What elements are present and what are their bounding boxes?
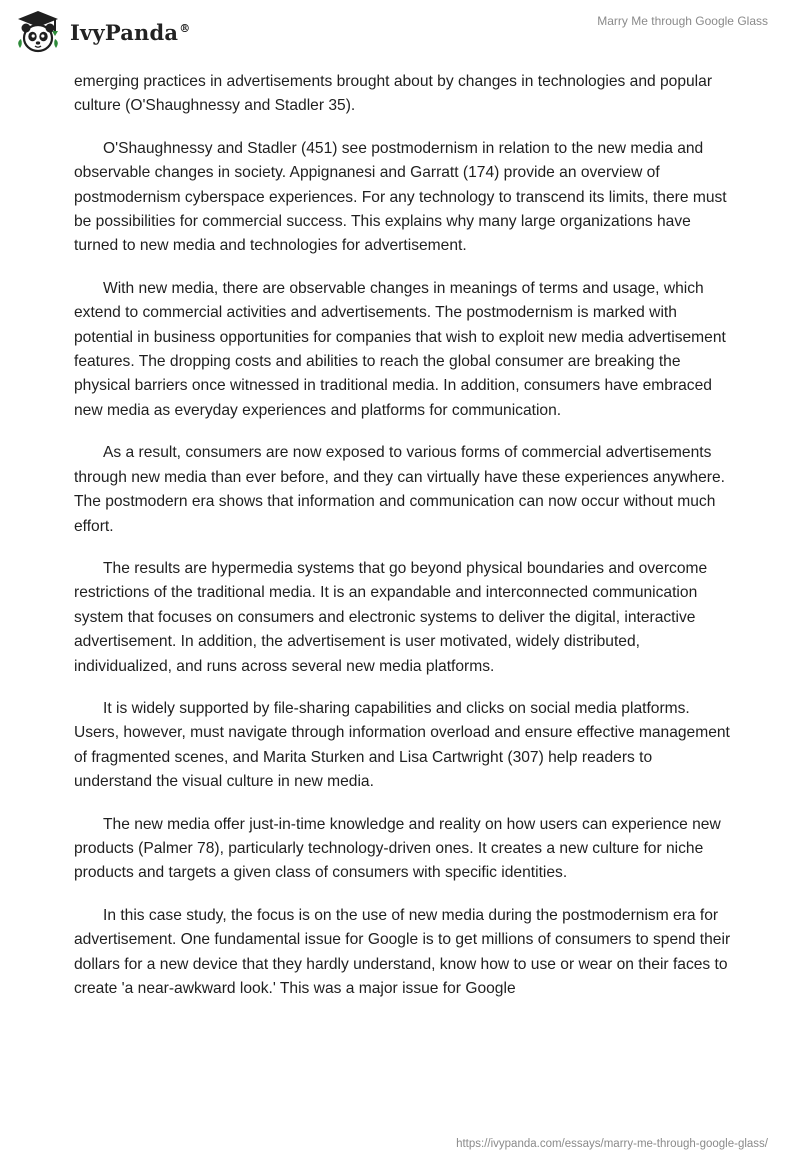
essay-body	[74, 70, 734, 1019]
panda-logo-icon	[14, 8, 62, 56]
paragraph: The new media offer just-in-time knowledge and reality on how users can experience new products (Palmer 78), particularly technology-driven ones. It creates a new culture for niche products and targets a given class of consumers with specific identities.	[74, 815, 721, 882]
source-url[interactable]: https://ivypanda.com/essays/marry-me-through-google-glass/	[456, 1138, 768, 1150]
registered-mark: ®	[179, 21, 191, 35]
paragraph: emerging practices in advertisements brought about by changes in technologies and popular culture (O'Shaughnessy and Stadler 35).	[74, 73, 713, 115]
brand-logo[interactable]	[14, 8, 190, 56]
document-title: Marry Me through Google Glass	[597, 14, 768, 28]
paragraph: The results are hypermedia systems that go beyond physical boundaries and overcome restrictions of the traditional media. It is an expandable and interconnected communication system that focuses on consumers and electronic systems to deliver the digital, interactive advertisement. In addition, the advertisement is user motivated, widely distributed, individualized, and runs across several new media platforms.	[74, 559, 708, 675]
paragraph: O'Shaughnessy and Stadler (451) see postmodernism in relation to the new media and observable changes in society. Appignanesi and Garratt (174) provide an overview of postmodernism cyberspace experiences. For any technology to transcend its limits, there must be possibilities for commercial success. This explains why many large organizations have turned to new media and technologies for advertisement.	[74, 139, 727, 255]
page-header	[0, 0, 800, 70]
brand-name: IvyPanda®	[70, 19, 191, 45]
paragraph: It is widely supported by file-sharing capabilities and clicks on social media platforms. Users, however, must navigate through information overload and ensure effective management of fragmented scenes, and Marita Sturken and Lisa Cartwright (307) help readers to understand the visual culture in new media.	[74, 699, 730, 791]
paragraph: With new media, there are observable changes in meanings of terms and usage, which extend to commercial activities and advertisements. The postmodernism is marked with potential in business opportunities for companies that wish to exploit new media advertisement features. The dropping costs and abilities to reach the global consumer are breaking the physical barriers once witnessed in traditional media. In addition, consumers have embraced new media as everyday experiences and platforms for communication.	[74, 279, 726, 419]
paragraph: As a result, consumers are now exposed to various forms of commercial advertisements through new media than ever before, and they can virtually have these experiences anywhere. The postmodern era shows that information and communication can now occur without much effort.	[74, 444, 726, 535]
paragraph: In this case study, the focus is on the use of new media during the postmodernism era for advertisement. One fundamental issue for Google is to get millions of consumers to spend their dollars for a new device that they hardly understand, know how to use or wear on their faces to create 'a near-awkward look.' This was a major issue for Google	[74, 906, 731, 997]
